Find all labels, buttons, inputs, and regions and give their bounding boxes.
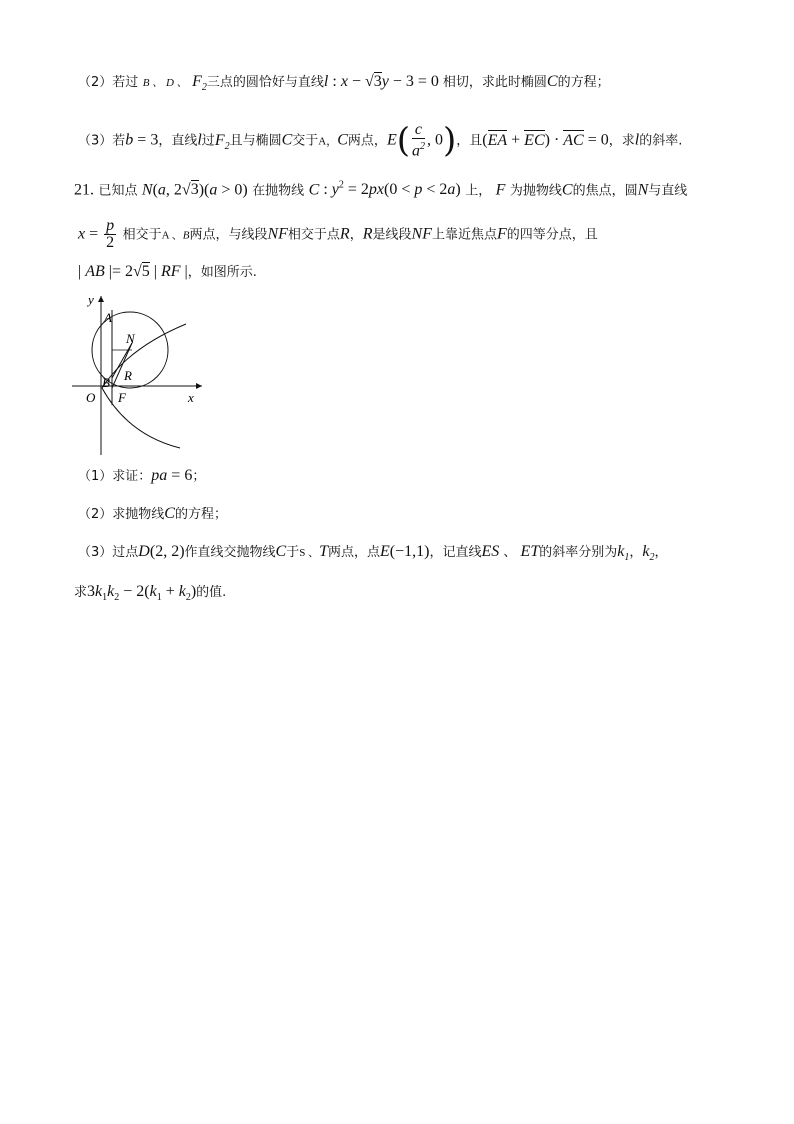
math-e-point: E [386, 131, 397, 149]
q21-part2: （2）求抛物线C的方程； [78, 505, 227, 522]
math-ab-condition: | AB |= 2√5 | RF | [78, 263, 188, 280]
label-n: N [126, 331, 135, 346]
label-y: y [88, 292, 94, 307]
part-number: （2） [78, 75, 113, 90]
q21-part3: （3）过点D(2, 2)作直线交抛物线C于S 、T两点，点E(−1,1)，记直线ES 、 ET的斜率分别为$k_1$，$k_2$， [78, 543, 668, 564]
q21-line2: x = $\frac{p}{2}$ 相交于A 、B两点，与线段NF相交于点R，R是线段NF上靠近焦点F的四等分点，且 [78, 217, 598, 251]
text: 相切，求此时椭圆 [442, 75, 547, 90]
label-b: B [102, 375, 110, 390]
math-line-l: l [323, 73, 329, 90]
points-bd: B 、 D 、 [142, 77, 188, 89]
math-expression: $3k_1k_2 - 2(k_1 + k_2)$ [87, 583, 197, 604]
label-a: A [104, 310, 112, 325]
q21-line3: | AB |= 2√5 | RF |，如图所示. [78, 263, 257, 280]
math-point-n: N [141, 181, 153, 199]
math-vector-condition: (EA + EC) · AC = 0 [482, 131, 609, 149]
math-parabola: C [308, 181, 320, 199]
q21-part3-line2: 求$3k_1k_2 - 2(k_1 + k_2)$的值. [74, 583, 227, 604]
fraction-p-over-2: $\frac{p}{2}$ [106, 217, 115, 251]
math-b: b [125, 131, 134, 149]
fraction-c-over-a2: $\frac{c}{a^2}$ [411, 121, 425, 160]
text: 若过 [112, 75, 139, 90]
text: 的方程； [557, 75, 610, 90]
label-x: x [188, 390, 194, 405]
q21-line1: 21. 已知点 N(a, 2√3)(a > 0) 在抛物线 C : $y^2 = 2px(0 < p < 2a)$ 上， F 为抛物线C的焦点，圆N与直线 [74, 180, 688, 199]
math-f2: $F_2$ [192, 73, 207, 94]
label-o: O [86, 390, 96, 405]
label-f: F [118, 390, 126, 405]
text: 三点的圆恰好与直线 [206, 75, 324, 90]
q20-part3: （3）若b = 3，直线l过$F_2$且与椭圆C交于A，C两点，E( $\frac{c}{a^2}$ , 0)，且(EA + EC) · AC = 0，求l的斜率. [78, 120, 683, 161]
question-number: 21. [74, 181, 94, 199]
label-r: R [124, 368, 132, 383]
q20-part2: （2）若过 B 、 D 、 $F_2$三点的圆恰好与直线l : x − √3y − 3 = 0 相切，求此时椭圆C的方程； [78, 73, 610, 94]
parabola-circle-figure [68, 290, 208, 460]
math-eq: : [328, 73, 341, 90]
q21-part1: （1）求证：pa = 6； [78, 467, 206, 484]
part-number: （3） [78, 133, 113, 149]
